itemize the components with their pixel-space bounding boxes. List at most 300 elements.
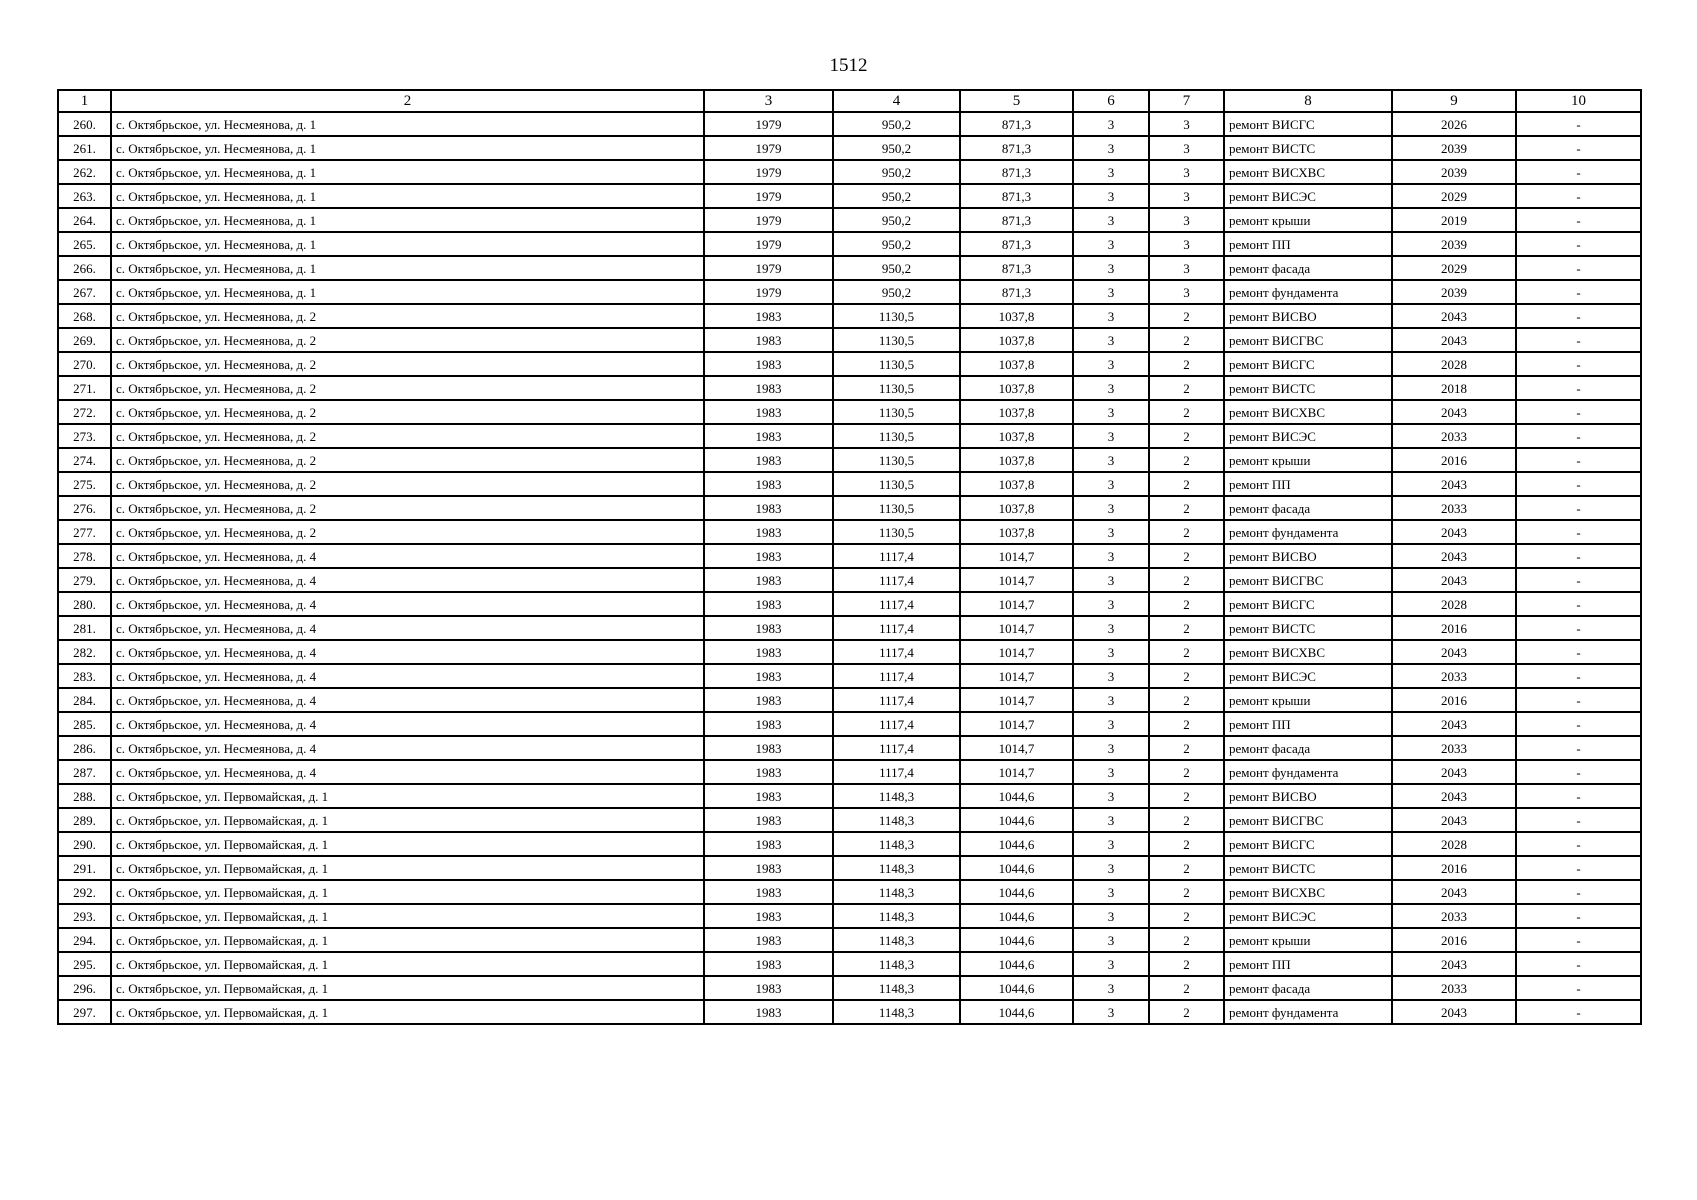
floors-cell: 3 xyxy=(1073,160,1149,184)
living-area-cell: 871,3 xyxy=(960,208,1073,232)
entrances-cell: 2 xyxy=(1149,952,1224,976)
row-number-cell: 261. xyxy=(58,136,111,160)
row-number-cell: 274. xyxy=(58,448,111,472)
work-type-cell: ремонт крыши xyxy=(1224,208,1392,232)
year-cell: 1983 xyxy=(704,568,833,592)
row-number-cell: 291. xyxy=(58,856,111,880)
note-cell: - xyxy=(1516,280,1641,304)
address-cell: с. Октябрьское, ул. Первомайская, д. 1 xyxy=(111,880,704,904)
note-cell: - xyxy=(1516,784,1641,808)
floors-cell: 3 xyxy=(1073,352,1149,376)
floors-cell: 3 xyxy=(1073,736,1149,760)
column-header: 1 xyxy=(58,90,111,112)
column-header: 4 xyxy=(833,90,960,112)
planned-year-cell: 2033 xyxy=(1392,904,1516,928)
address-cell: с. Октябрьское, ул. Несмеянова, д. 4 xyxy=(111,616,704,640)
living-area-cell: 1037,8 xyxy=(960,400,1073,424)
planned-year-cell: 2028 xyxy=(1392,352,1516,376)
entrances-cell: 2 xyxy=(1149,616,1224,640)
work-type-cell: ремонт ВИСХВС xyxy=(1224,880,1392,904)
work-type-cell: ремонт ВИСХВС xyxy=(1224,400,1392,424)
living-area-cell: 1014,7 xyxy=(960,664,1073,688)
address-cell: с. Октябрьское, ул. Первомайская, д. 1 xyxy=(111,976,704,1000)
year-cell: 1979 xyxy=(704,280,833,304)
floors-cell: 3 xyxy=(1073,208,1149,232)
note-cell: - xyxy=(1516,976,1641,1000)
planned-year-cell: 2043 xyxy=(1392,400,1516,424)
note-cell: - xyxy=(1516,352,1641,376)
entrances-cell: 2 xyxy=(1149,592,1224,616)
planned-year-cell: 2033 xyxy=(1392,736,1516,760)
note-cell: - xyxy=(1516,904,1641,928)
floors-cell: 3 xyxy=(1073,136,1149,160)
planned-year-cell: 2019 xyxy=(1392,208,1516,232)
table-row xyxy=(58,256,1641,280)
address-cell: с. Октябрьское, ул. Несмеянова, д. 4 xyxy=(111,736,704,760)
year-cell: 1983 xyxy=(704,448,833,472)
row-number-cell: 289. xyxy=(58,808,111,832)
table-row xyxy=(58,616,1641,640)
total-area-cell: 1117,4 xyxy=(833,688,960,712)
total-area-cell: 1130,5 xyxy=(833,496,960,520)
address-cell: с. Октябрьское, ул. Несмеянова, д. 1 xyxy=(111,280,704,304)
table-row xyxy=(58,712,1641,736)
floors-cell: 3 xyxy=(1073,184,1149,208)
work-type-cell: ремонт фасада xyxy=(1224,736,1392,760)
floors-cell: 3 xyxy=(1073,304,1149,328)
note-cell: - xyxy=(1516,304,1641,328)
row-number-cell: 272. xyxy=(58,400,111,424)
floors-cell: 3 xyxy=(1073,520,1149,544)
table-row xyxy=(58,928,1641,952)
year-cell: 1979 xyxy=(704,208,833,232)
note-cell: - xyxy=(1516,496,1641,520)
floors-cell: 3 xyxy=(1073,592,1149,616)
address-cell: с. Октябрьское, ул. Несмеянова, д. 1 xyxy=(111,256,704,280)
row-number-cell: 277. xyxy=(58,520,111,544)
planned-year-cell: 2028 xyxy=(1392,832,1516,856)
note-cell: - xyxy=(1516,688,1641,712)
work-type-cell: ремонт ВИСГС xyxy=(1224,112,1392,136)
entrances-cell: 2 xyxy=(1149,736,1224,760)
table-row xyxy=(58,136,1641,160)
work-type-cell: ремонт ВИСВО xyxy=(1224,784,1392,808)
address-cell: с. Октябрьское, ул. Несмеянова, д. 4 xyxy=(111,544,704,568)
work-type-cell: ремонт ВИСЭС xyxy=(1224,184,1392,208)
floors-cell: 3 xyxy=(1073,688,1149,712)
table-row xyxy=(58,352,1641,376)
planned-year-cell: 2033 xyxy=(1392,496,1516,520)
row-number-cell: 280. xyxy=(58,592,111,616)
work-type-cell: ремонт ВИСХВС xyxy=(1224,160,1392,184)
entrances-cell: 2 xyxy=(1149,400,1224,424)
living-area-cell: 1044,6 xyxy=(960,1000,1073,1024)
entrances-cell: 2 xyxy=(1149,424,1224,448)
address-cell: с. Октябрьское, ул. Несмеянова, д. 2 xyxy=(111,352,704,376)
note-cell: - xyxy=(1516,736,1641,760)
row-number-cell: 276. xyxy=(58,496,111,520)
row-number-cell: 271. xyxy=(58,376,111,400)
living-area-cell: 1044,6 xyxy=(960,856,1073,880)
floors-cell: 3 xyxy=(1073,880,1149,904)
floors-cell: 3 xyxy=(1073,472,1149,496)
table-row xyxy=(58,376,1641,400)
entrances-cell: 2 xyxy=(1149,1000,1224,1024)
living-area-cell: 871,3 xyxy=(960,112,1073,136)
total-area-cell: 950,2 xyxy=(833,184,960,208)
table-row xyxy=(58,760,1641,784)
total-area-cell: 1148,3 xyxy=(833,976,960,1000)
entrances-cell: 2 xyxy=(1149,640,1224,664)
living-area-cell: 1037,8 xyxy=(960,376,1073,400)
table-row xyxy=(58,544,1641,568)
note-cell: - xyxy=(1516,256,1641,280)
living-area-cell: 1044,6 xyxy=(960,928,1073,952)
note-cell: - xyxy=(1516,328,1641,352)
year-cell: 1979 xyxy=(704,112,833,136)
table-row xyxy=(58,856,1641,880)
living-area-cell: 1037,8 xyxy=(960,520,1073,544)
work-type-cell: ремонт ВИСГВС xyxy=(1224,328,1392,352)
planned-year-cell: 2039 xyxy=(1392,280,1516,304)
address-cell: с. Октябрьское, ул. Несмеянова, д. 2 xyxy=(111,376,704,400)
year-cell: 1983 xyxy=(704,856,833,880)
note-cell: - xyxy=(1516,184,1641,208)
table-row xyxy=(58,184,1641,208)
floors-cell: 3 xyxy=(1073,112,1149,136)
planned-year-cell: 2043 xyxy=(1392,808,1516,832)
living-area-cell: 1044,6 xyxy=(960,904,1073,928)
table-row xyxy=(58,832,1641,856)
address-cell: с. Октябрьское, ул. Несмеянова, д. 2 xyxy=(111,328,704,352)
entrances-cell: 2 xyxy=(1149,904,1224,928)
row-number-cell: 260. xyxy=(58,112,111,136)
entrances-cell: 2 xyxy=(1149,472,1224,496)
address-cell: с. Октябрьское, ул. Первомайская, д. 1 xyxy=(111,808,704,832)
planned-year-cell: 2043 xyxy=(1392,472,1516,496)
row-number-cell: 297. xyxy=(58,1000,111,1024)
address-cell: с. Октябрьское, ул. Несмеянова, д. 4 xyxy=(111,760,704,784)
total-area-cell: 1117,4 xyxy=(833,736,960,760)
work-type-cell: ремонт ВИСГС xyxy=(1224,352,1392,376)
address-cell: с. Октябрьское, ул. Несмеянова, д. 2 xyxy=(111,496,704,520)
total-area-cell: 1117,4 xyxy=(833,592,960,616)
address-cell: с. Октябрьское, ул. Несмеянова, д. 1 xyxy=(111,232,704,256)
floors-cell: 3 xyxy=(1073,856,1149,880)
planned-year-cell: 2043 xyxy=(1392,544,1516,568)
note-cell: - xyxy=(1516,712,1641,736)
work-type-cell: ремонт ВИСТС xyxy=(1224,136,1392,160)
row-number-cell: 262. xyxy=(58,160,111,184)
entrances-cell: 2 xyxy=(1149,544,1224,568)
row-number-cell: 284. xyxy=(58,688,111,712)
year-cell: 1983 xyxy=(704,688,833,712)
address-cell: с. Октябрьское, ул. Первомайская, д. 1 xyxy=(111,832,704,856)
work-type-cell: ремонт ВИСВО xyxy=(1224,304,1392,328)
year-cell: 1979 xyxy=(704,136,833,160)
year-cell: 1983 xyxy=(704,376,833,400)
total-area-cell: 1148,3 xyxy=(833,880,960,904)
work-type-cell: ремонт ПП xyxy=(1224,952,1392,976)
total-area-cell: 950,2 xyxy=(833,160,960,184)
year-cell: 1983 xyxy=(704,352,833,376)
page-number: 1512 xyxy=(829,55,868,76)
row-number-cell: 270. xyxy=(58,352,111,376)
living-area-cell: 1014,7 xyxy=(960,544,1073,568)
total-area-cell: 1117,4 xyxy=(833,664,960,688)
year-cell: 1983 xyxy=(704,592,833,616)
floors-cell: 3 xyxy=(1073,616,1149,640)
row-number-cell: 290. xyxy=(58,832,111,856)
entrances-cell: 2 xyxy=(1149,856,1224,880)
work-type-cell: ремонт ВИСЭС xyxy=(1224,904,1392,928)
living-area-cell: 1037,8 xyxy=(960,328,1073,352)
total-area-cell: 1130,5 xyxy=(833,424,960,448)
floors-cell: 3 xyxy=(1073,256,1149,280)
entrances-cell: 2 xyxy=(1149,976,1224,1000)
floors-cell: 3 xyxy=(1073,904,1149,928)
table-row xyxy=(58,400,1641,424)
total-area-cell: 1148,3 xyxy=(833,808,960,832)
total-area-cell: 1130,5 xyxy=(833,304,960,328)
work-type-cell: ремонт ВИСГС xyxy=(1224,832,1392,856)
row-number-cell: 287. xyxy=(58,760,111,784)
row-number-cell: 267. xyxy=(58,280,111,304)
year-cell: 1983 xyxy=(704,664,833,688)
year-cell: 1983 xyxy=(704,880,833,904)
living-area-cell: 871,3 xyxy=(960,232,1073,256)
year-cell: 1983 xyxy=(704,928,833,952)
table-row xyxy=(58,592,1641,616)
work-type-cell: ремонт ВИСВО xyxy=(1224,544,1392,568)
table-row xyxy=(58,1000,1641,1024)
work-type-cell: ремонт ПП xyxy=(1224,472,1392,496)
note-cell: - xyxy=(1516,424,1641,448)
total-area-cell: 1130,5 xyxy=(833,400,960,424)
total-area-cell: 1148,3 xyxy=(833,1000,960,1024)
living-area-cell: 871,3 xyxy=(960,280,1073,304)
planned-year-cell: 2039 xyxy=(1392,136,1516,160)
planned-year-cell: 2016 xyxy=(1392,448,1516,472)
row-number-cell: 286. xyxy=(58,736,111,760)
total-area-cell: 1148,3 xyxy=(833,784,960,808)
living-area-cell: 1037,8 xyxy=(960,304,1073,328)
table-row xyxy=(58,304,1641,328)
note-cell: - xyxy=(1516,952,1641,976)
planned-year-cell: 2029 xyxy=(1392,256,1516,280)
work-type-cell: ремонт ВИСТС xyxy=(1224,616,1392,640)
work-type-cell: ремонт ВИСГВС xyxy=(1224,568,1392,592)
work-type-cell: ремонт ПП xyxy=(1224,712,1392,736)
address-cell: с. Октябрьское, ул. Несмеянова, д. 1 xyxy=(111,184,704,208)
address-cell: с. Октябрьское, ул. Несмеянова, д. 4 xyxy=(111,640,704,664)
work-type-cell: ремонт ВИСТС xyxy=(1224,376,1392,400)
living-area-cell: 1014,7 xyxy=(960,712,1073,736)
total-area-cell: 1130,5 xyxy=(833,472,960,496)
note-cell: - xyxy=(1516,664,1641,688)
note-cell: - xyxy=(1516,808,1641,832)
planned-year-cell: 2033 xyxy=(1392,976,1516,1000)
row-number-cell: 279. xyxy=(58,568,111,592)
planned-year-cell: 2016 xyxy=(1392,688,1516,712)
entrances-cell: 2 xyxy=(1149,760,1224,784)
note-cell: - xyxy=(1516,568,1641,592)
table-row xyxy=(58,160,1641,184)
year-cell: 1983 xyxy=(704,832,833,856)
entrances-cell: 3 xyxy=(1149,184,1224,208)
floors-cell: 3 xyxy=(1073,976,1149,1000)
year-cell: 1983 xyxy=(704,904,833,928)
total-area-cell: 950,2 xyxy=(833,136,960,160)
column-header: 3 xyxy=(704,90,833,112)
entrances-cell: 3 xyxy=(1149,112,1224,136)
note-cell: - xyxy=(1516,616,1641,640)
total-area-cell: 1117,4 xyxy=(833,640,960,664)
planned-year-cell: 2018 xyxy=(1392,376,1516,400)
row-number-cell: 268. xyxy=(58,304,111,328)
living-area-cell: 1037,8 xyxy=(960,448,1073,472)
year-cell: 1983 xyxy=(704,616,833,640)
note-cell: - xyxy=(1516,856,1641,880)
total-area-cell: 1130,5 xyxy=(833,448,960,472)
total-area-cell: 1148,3 xyxy=(833,832,960,856)
work-type-cell: ремонт ВИСТС xyxy=(1224,856,1392,880)
table-row xyxy=(58,736,1641,760)
total-area-cell: 1117,4 xyxy=(833,544,960,568)
table-row xyxy=(58,976,1641,1000)
entrances-cell: 3 xyxy=(1149,160,1224,184)
living-area-cell: 1044,6 xyxy=(960,832,1073,856)
entrances-cell: 2 xyxy=(1149,784,1224,808)
address-cell: с. Октябрьское, ул. Первомайская, д. 1 xyxy=(111,928,704,952)
entrances-cell: 3 xyxy=(1149,232,1224,256)
table-row xyxy=(58,424,1641,448)
year-cell: 1983 xyxy=(704,712,833,736)
entrances-cell: 2 xyxy=(1149,664,1224,688)
entrances-cell: 2 xyxy=(1149,496,1224,520)
address-cell: с. Октябрьское, ул. Первомайская, д. 1 xyxy=(111,952,704,976)
planned-year-cell: 2016 xyxy=(1392,616,1516,640)
year-cell: 1983 xyxy=(704,544,833,568)
note-cell: - xyxy=(1516,1000,1641,1024)
entrances-cell: 2 xyxy=(1149,328,1224,352)
row-number-cell: 292. xyxy=(58,880,111,904)
floors-cell: 3 xyxy=(1073,712,1149,736)
address-cell: с. Октябрьское, ул. Несмеянова, д. 2 xyxy=(111,424,704,448)
year-cell: 1983 xyxy=(704,496,833,520)
work-type-cell: ремонт ВИСЭС xyxy=(1224,664,1392,688)
address-cell: с. Октябрьское, ул. Несмеянова, д. 2 xyxy=(111,400,704,424)
entrances-cell: 2 xyxy=(1149,688,1224,712)
total-area-cell: 950,2 xyxy=(833,280,960,304)
table-row xyxy=(58,208,1641,232)
address-cell: с. Октябрьское, ул. Несмеянова, д. 4 xyxy=(111,688,704,712)
table-row xyxy=(58,520,1641,544)
planned-year-cell: 2043 xyxy=(1392,520,1516,544)
total-area-cell: 1117,4 xyxy=(833,616,960,640)
table-row xyxy=(58,328,1641,352)
entrances-cell: 3 xyxy=(1149,208,1224,232)
living-area-cell: 1037,8 xyxy=(960,424,1073,448)
floors-cell: 3 xyxy=(1073,232,1149,256)
row-number-cell: 281. xyxy=(58,616,111,640)
total-area-cell: 950,2 xyxy=(833,256,960,280)
row-number-cell: 263. xyxy=(58,184,111,208)
table-row xyxy=(58,640,1641,664)
year-cell: 1983 xyxy=(704,640,833,664)
note-cell: - xyxy=(1516,400,1641,424)
living-area-cell: 1044,6 xyxy=(960,976,1073,1000)
floors-cell: 3 xyxy=(1073,640,1149,664)
row-number-cell: 288. xyxy=(58,784,111,808)
column-header: 6 xyxy=(1073,90,1149,112)
column-header: 5 xyxy=(960,90,1073,112)
floors-cell: 3 xyxy=(1073,1000,1149,1024)
total-area-cell: 950,2 xyxy=(833,208,960,232)
entrances-cell: 3 xyxy=(1149,136,1224,160)
floors-cell: 3 xyxy=(1073,808,1149,832)
living-area-cell: 1014,7 xyxy=(960,640,1073,664)
column-header: 10 xyxy=(1516,90,1641,112)
floors-cell: 3 xyxy=(1073,424,1149,448)
work-type-cell: ремонт фасада xyxy=(1224,976,1392,1000)
column-header: 9 xyxy=(1392,90,1516,112)
work-type-cell: ремонт ВИСГВС xyxy=(1224,808,1392,832)
note-cell: - xyxy=(1516,640,1641,664)
entrances-cell: 2 xyxy=(1149,520,1224,544)
year-cell: 1983 xyxy=(704,1000,833,1024)
header-row xyxy=(58,90,1641,112)
work-type-cell: ремонт крыши xyxy=(1224,448,1392,472)
row-number-cell: 293. xyxy=(58,904,111,928)
planned-year-cell: 2026 xyxy=(1392,112,1516,136)
entrances-cell: 2 xyxy=(1149,712,1224,736)
row-number-cell: 294. xyxy=(58,928,111,952)
planned-year-cell: 2043 xyxy=(1392,1000,1516,1024)
table-row xyxy=(58,664,1641,688)
row-number-cell: 269. xyxy=(58,328,111,352)
planned-year-cell: 2016 xyxy=(1392,928,1516,952)
floors-cell: 3 xyxy=(1073,400,1149,424)
total-area-cell: 950,2 xyxy=(833,112,960,136)
living-area-cell: 1044,6 xyxy=(960,808,1073,832)
year-cell: 1979 xyxy=(704,184,833,208)
note-cell: - xyxy=(1516,136,1641,160)
planned-year-cell: 2028 xyxy=(1392,592,1516,616)
year-cell: 1983 xyxy=(704,472,833,496)
entrances-cell: 2 xyxy=(1149,304,1224,328)
living-area-cell: 871,3 xyxy=(960,160,1073,184)
planned-year-cell: 2043 xyxy=(1392,760,1516,784)
floors-cell: 3 xyxy=(1073,664,1149,688)
planned-year-cell: 2043 xyxy=(1392,640,1516,664)
planned-year-cell: 2016 xyxy=(1392,856,1516,880)
living-area-cell: 1044,6 xyxy=(960,952,1073,976)
note-cell: - xyxy=(1516,472,1641,496)
address-cell: с. Октябрьское, ул. Несмеянова, д. 4 xyxy=(111,568,704,592)
work-type-cell: ремонт фасада xyxy=(1224,256,1392,280)
entrances-cell: 2 xyxy=(1149,352,1224,376)
total-area-cell: 1130,5 xyxy=(833,328,960,352)
living-area-cell: 1014,7 xyxy=(960,568,1073,592)
note-cell: - xyxy=(1516,112,1641,136)
planned-year-cell: 2043 xyxy=(1392,952,1516,976)
total-area-cell: 950,2 xyxy=(833,232,960,256)
living-area-cell: 1044,6 xyxy=(960,880,1073,904)
total-area-cell: 1117,4 xyxy=(833,760,960,784)
year-cell: 1983 xyxy=(704,424,833,448)
work-type-cell: ремонт фундамента xyxy=(1224,760,1392,784)
